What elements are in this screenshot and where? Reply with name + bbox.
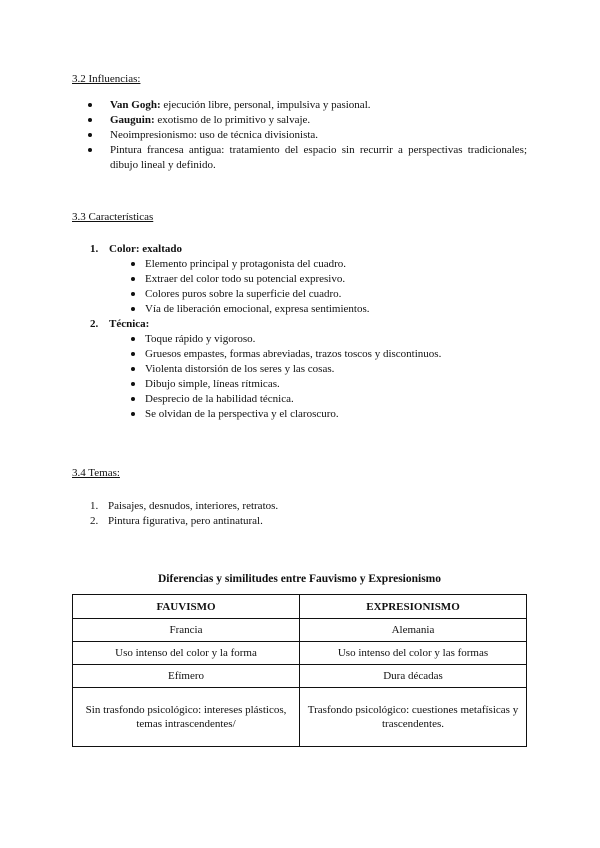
list-item: Extraer del color todo su potencial expresivo. (109, 272, 527, 287)
table-cell: Francia (73, 619, 300, 642)
table-cell: Efímero (73, 665, 300, 688)
list-item: Gauguin: exotismo de lo primitivo y salvaje. (84, 113, 527, 128)
list-item: Vía de liberación emocional, expresa sentimientos. (109, 302, 527, 317)
section-heading-influencias: 3.2 Influencias: (72, 73, 141, 85)
list-item: Pintura francesa antigua: tratamiento del espacio sin recurrir a perspectivas tradicionales; dibujo lineal y definido. (84, 143, 527, 173)
list-item: Violenta distorsión de los seres y las cosas. (109, 362, 527, 377)
group-title: Técnica: (109, 318, 150, 330)
table-row (73, 665, 527, 688)
list-item: Se olvidan de la perspectiva y el claroscuro. (109, 407, 527, 422)
list-item: Van Gogh: ejecución libre, personal, impulsiva y pasional. (84, 98, 527, 113)
list-item: Neoimpresionismo: uso de técnica divisionista. (84, 128, 527, 143)
list-item: 1. Paisajes, desnudos, interiores, retratos. (90, 500, 279, 512)
tecnica-sublist (109, 332, 527, 422)
influencias-list (84, 98, 527, 173)
table-row (73, 688, 527, 747)
list-item: Desprecio de la habilidad técnica. (109, 392, 527, 407)
caracteristicas-list (72, 242, 527, 422)
table-row (73, 642, 527, 665)
table-header-row (73, 595, 527, 619)
table-cell: Trasfondo psicológico: cuestiones metafísicas y trascendentes. (300, 688, 527, 747)
group-tecnica: 2. Técnica: Toque rápido y vigoroso. Gruesos empastes, formas abreviadas, trazos toscos y discontinuos. Violenta distorsión de los seres y las cosas. Dibujo simple, líneas rítmicas. Desprecio de la habilidad técnica. Se olvidan de la perspectiva y el claroscuro. (72, 317, 527, 422)
section-heading-caracteristicas: 3.3 Características (72, 211, 154, 223)
group-title: Color: exaltado (109, 243, 183, 255)
list-item: Colores puros sobre la superficie del cuadro. (109, 287, 527, 302)
table-title: Diferencias y similitudes entre Fauvismo y Expresionismo (157, 573, 442, 585)
list-item: Dibujo simple, líneas rítmicas. (109, 377, 527, 392)
table-cell: Uso intenso del color y las formas (300, 642, 527, 665)
header-expresionismo: EXPRESIONISMO (300, 595, 527, 619)
color-sublist (109, 257, 527, 317)
header-fauvismo: FAUVISMO (73, 595, 300, 619)
table-cell: Dura décadas (300, 665, 527, 688)
table-cell: Alemania (300, 619, 527, 642)
list-item: Toque rápido y vigoroso. (109, 332, 527, 347)
group-color: 1. Color: exaltado Elemento principal y protagonista del cuadro. Extraer del color todo su potencial expresivo. Colores puros sobre la superficie del cuadro. Vía de liberación emocional, expresa sentimientos. (72, 242, 527, 317)
comparison-table (72, 594, 527, 747)
table-row (73, 619, 527, 642)
list-item: Elemento principal y protagonista del cuadro. (109, 257, 527, 272)
table-cell: Sin trasfondo psicológico: intereses plásticos, temas intrascendentes/ (73, 688, 300, 747)
list-item: Gruesos empastes, formas abreviadas, trazos toscos y discontinuos. (109, 347, 527, 362)
list-item: 2. Pintura figurativa, pero antinatural. (90, 515, 263, 527)
temas-list (90, 499, 527, 529)
table-cell: Uso intenso del color y la forma (73, 642, 300, 665)
section-heading-temas: 3.4 Temas: (72, 467, 120, 479)
